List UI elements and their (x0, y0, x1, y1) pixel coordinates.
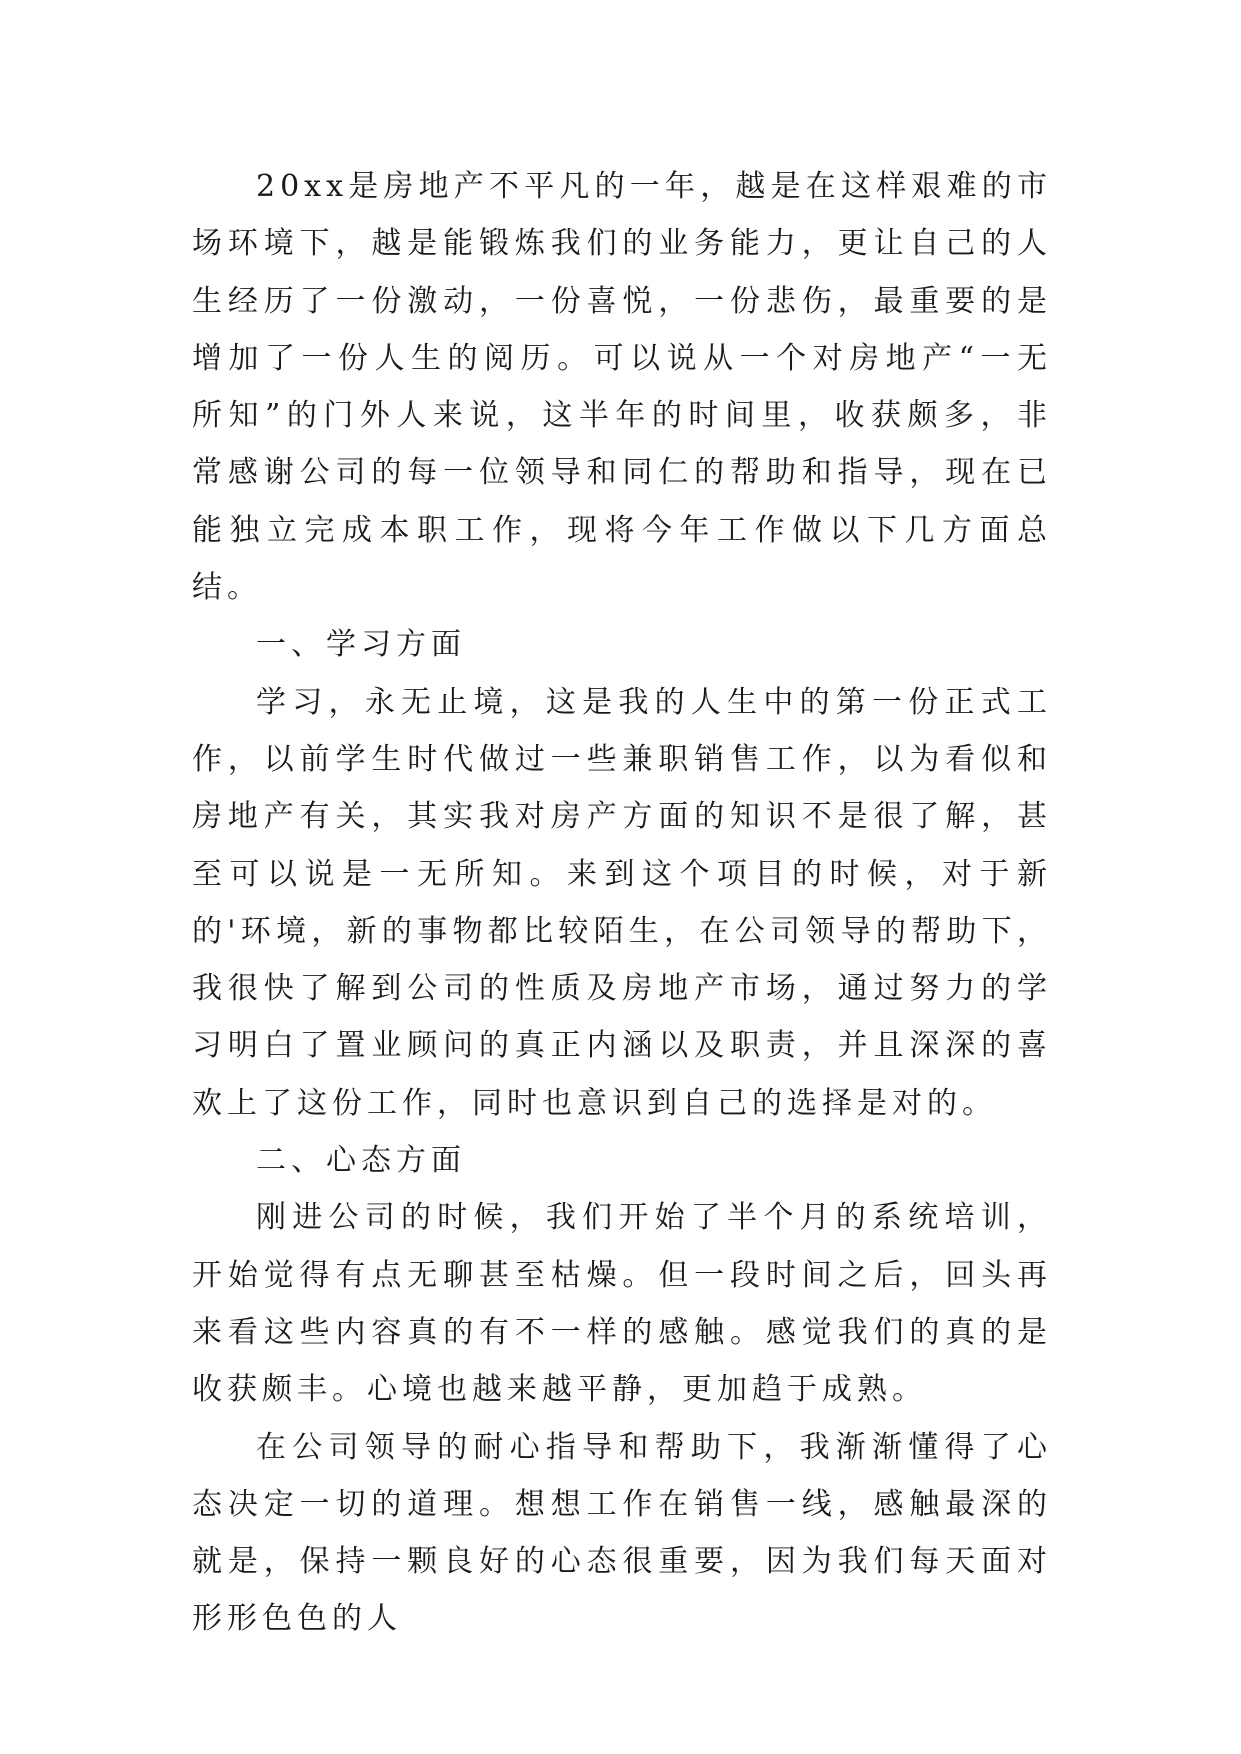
paragraph-intro: 20xx是房地产不平凡的一年，越是在这样艰难的市场环境下，越是能锻炼我们的业务能力，更让自己的人生经历了一份激动，一份喜悦，一份悲伤，最重要的是增加了一份人生的阅历。可以说从一个对房地产“一无所知”的门外人来说，这半年的时间里，收获颇多，非常感谢公司的每一位领导和同仁的帮助和指导，现在已能独立完成本职工作，现将今年工作做以下几方面总结。 (192, 169, 1052, 606)
document-body (192, 158, 1052, 1648)
section-heading-mindset: 二、心态方面 (256, 1143, 466, 1179)
paragraph-mindset-1: 刚进公司的时候，我们开始了半个月的系统培训，开始觉得有点无聊甚至枯燥。但一段时间之后，回头再来看这些内容真的有不一样的感触。感觉我们的真的是收获颇丰。心境也越来越平静，更加趋于成熟。 (192, 1200, 1052, 1408)
section-heading-study: 一、学习方面 (256, 627, 466, 663)
paragraph-mindset-2: 在公司领导的耐心指导和帮助下，我渐渐懂得了心态决定一切的道理。想想工作在销售一线，感触最深的就是，保持一颗良好的心态很重要，因为我们每天面对形形色色的人 (192, 1429, 1052, 1637)
paragraph-study: 学习，永无止境，这是我的人生中的第一份正式工作，以前学生时代做过一些兼职销售工作，以为看似和房地产有关，其实我对房产方面的知识不是很了解，甚至可以说是一无所知。来到这个项目的时候，对于新的'环境，新的事物都比较陌生，在公司领导的帮助下，我很快了解到公司的性质及房地产市场，通过努力的学习明白了置业顾问的真正内涵以及职责，并且深深的喜欢上了这份工作，同时也意识到自己的选择是对的。 (192, 684, 1052, 1121)
